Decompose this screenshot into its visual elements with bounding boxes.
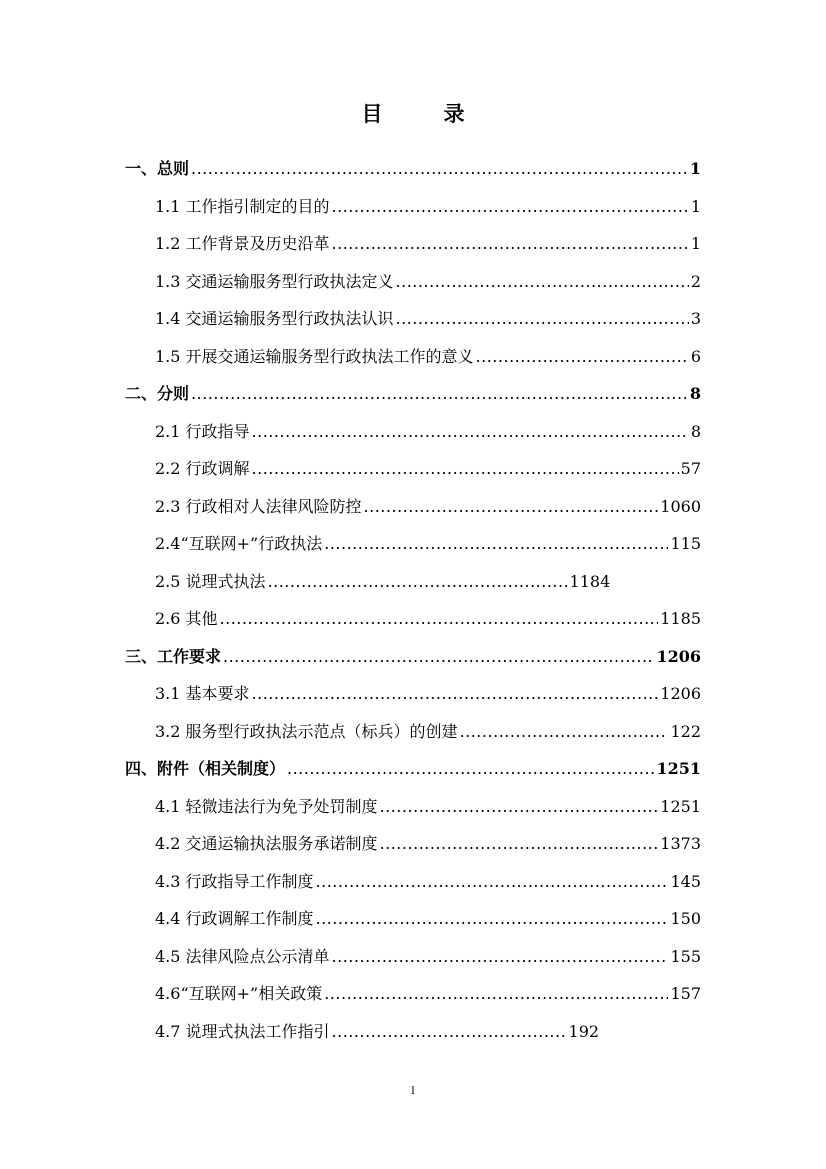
toc-leader-dots: [396, 300, 689, 338]
toc-leader-dots: [380, 825, 659, 863]
toc-leader-dots: [287, 750, 654, 788]
toc-entry-page: 2: [690, 271, 701, 291]
toc-entry[interactable]: [125, 263, 701, 301]
toc-entry-label: 4.6“互联网+”相关政策: [155, 984, 323, 1003]
toc-entry-page: 3: [690, 309, 701, 328]
toc-entry-page: 1: [689, 159, 701, 178]
toc-entry-label: 2.4“互联网+”行政执法: [155, 534, 323, 553]
toc-entry[interactable]: [125, 525, 701, 563]
toc-entry-page: 1: [690, 234, 701, 253]
toc-entry-page: 1: [690, 196, 701, 216]
table-of-contents: [125, 150, 701, 1050]
toc-entry-page: 155: [670, 946, 701, 966]
toc-leader-dots: [324, 975, 668, 1013]
toc-entry-page: 1373: [660, 834, 701, 853]
toc-leader-dots: [324, 525, 668, 563]
toc-entry-label: 4.5 法律风险点公示清单: [155, 946, 330, 966]
toc-entry-label: 三、工作要求: [125, 646, 222, 666]
toc-leader-dots: [268, 563, 568, 601]
toc-entry[interactable]: [125, 225, 701, 263]
toc-entry-label: 1.4 交通运输服务型行政执法认识: [155, 309, 394, 328]
toc-entry-label: 2.5 说理式执法: [155, 571, 266, 591]
toc-entry-page: 1206: [656, 646, 701, 666]
toc-entry[interactable]: [125, 188, 701, 226]
toc-leader-dots: [252, 450, 679, 488]
toc-entry-label: 二、分则: [125, 384, 190, 403]
toc-entry[interactable]: [125, 713, 701, 751]
toc-entry-page: 145: [670, 871, 701, 891]
toc-entry-page: 1251: [656, 759, 701, 778]
toc-leader-dots: [332, 225, 689, 263]
toc-leader-dots: [220, 600, 659, 638]
toc-entry[interactable]: [125, 300, 701, 338]
toc-entry-page: 1184: [569, 571, 611, 591]
toc-entry-page: 1206: [660, 684, 701, 703]
toc-entry-label: 2.1 行政指导: [155, 421, 250, 441]
toc-entry-label: 1.1 工作指引制定的目的: [155, 196, 330, 216]
toc-entry[interactable]: [125, 375, 701, 413]
toc-leader-dots: [332, 188, 689, 226]
toc-entry-page: 115: [670, 534, 701, 553]
toc-leader-dots: [191, 150, 688, 188]
toc-entry[interactable]: [125, 450, 701, 488]
toc-entry[interactable]: [125, 1013, 701, 1051]
page-number-footer: I: [411, 1086, 415, 1097]
toc-leader-dots: [316, 900, 669, 938]
toc-entry-label: 四、附件（相关制度）: [125, 759, 286, 778]
toc-entry-page: 150: [670, 909, 701, 928]
toc-leader-dots: [396, 263, 689, 301]
toc-entry[interactable]: [125, 750, 701, 788]
toc-entry-label: 1.3 交通运输服务型行政执法定义: [155, 271, 394, 291]
toc-entry[interactable]: [125, 825, 701, 863]
toc-leader-dots: [460, 713, 669, 751]
toc-entry[interactable]: [125, 600, 701, 638]
toc-entry-label: 4.2 交通运输执法服务承诺制度: [155, 834, 378, 853]
page-title: 目 录: [361, 101, 485, 126]
toc-entry-label: 3.2 服务型行政执法示范点（标兵）的创建: [155, 721, 458, 741]
toc-entry-page: 8: [689, 384, 701, 403]
toc-entry[interactable]: [125, 675, 701, 713]
toc-leader-dots: [223, 638, 654, 676]
toc-leader-dots: [332, 1013, 567, 1051]
toc-leader-dots: [380, 788, 659, 826]
toc-entry-label: 3.1 基本要求: [155, 684, 250, 703]
toc-entry[interactable]: [125, 788, 701, 826]
toc-leader-dots: [476, 338, 689, 376]
toc-entry-label: 1.5 开展交通运输服务型行政执法工作的意义: [155, 346, 474, 366]
toc-entry-page: 157: [670, 984, 701, 1003]
toc-entry-label: 4.3 行政指导工作制度: [155, 871, 314, 891]
toc-entry-page: 6: [690, 346, 701, 366]
toc-leader-dots: [364, 488, 659, 526]
toc-entry-label: 2.2 行政调解: [155, 459, 250, 478]
toc-leader-dots: [191, 375, 688, 413]
toc-entry[interactable]: [125, 150, 701, 188]
toc-leader-dots: [252, 413, 689, 451]
toc-leader-dots: [332, 938, 669, 976]
toc-entry-label: 4.7 说理式执法工作指引: [155, 1021, 330, 1041]
toc-entry-label: 2.3 行政相对人法律风险防控: [155, 496, 362, 516]
toc-entry[interactable]: [125, 863, 701, 901]
toc-entry-page: 57: [680, 459, 701, 478]
toc-entry-label: 1.2 工作背景及历史沿革: [155, 234, 330, 253]
toc-leader-dots: [316, 863, 669, 901]
toc-entry-page: 1060: [660, 496, 701, 516]
toc-entry[interactable]: [125, 638, 701, 676]
toc-entry[interactable]: [125, 900, 701, 938]
toc-entry[interactable]: [125, 338, 701, 376]
toc-entry-label: 4.1 轻微违法行为免予处罚制度: [155, 796, 378, 816]
toc-leader-dots: [252, 675, 659, 713]
toc-entry-page: 1185: [660, 609, 701, 628]
toc-entry[interactable]: [125, 488, 701, 526]
toc-entry-page: 1251: [660, 796, 701, 816]
toc-entry-label: 2.6 其他: [155, 609, 218, 628]
toc-entry[interactable]: [125, 975, 701, 1013]
toc-entry-label: 一、总则: [125, 159, 190, 178]
toc-entry-page: 8: [690, 421, 701, 441]
toc-entry[interactable]: [125, 563, 701, 601]
toc-entry[interactable]: [125, 413, 701, 451]
toc-entry[interactable]: [125, 938, 701, 976]
toc-entry-page: 122: [670, 721, 701, 741]
toc-entry-label: 4.4 行政调解工作制度: [155, 909, 314, 928]
toc-entry-page: 192: [568, 1021, 600, 1041]
